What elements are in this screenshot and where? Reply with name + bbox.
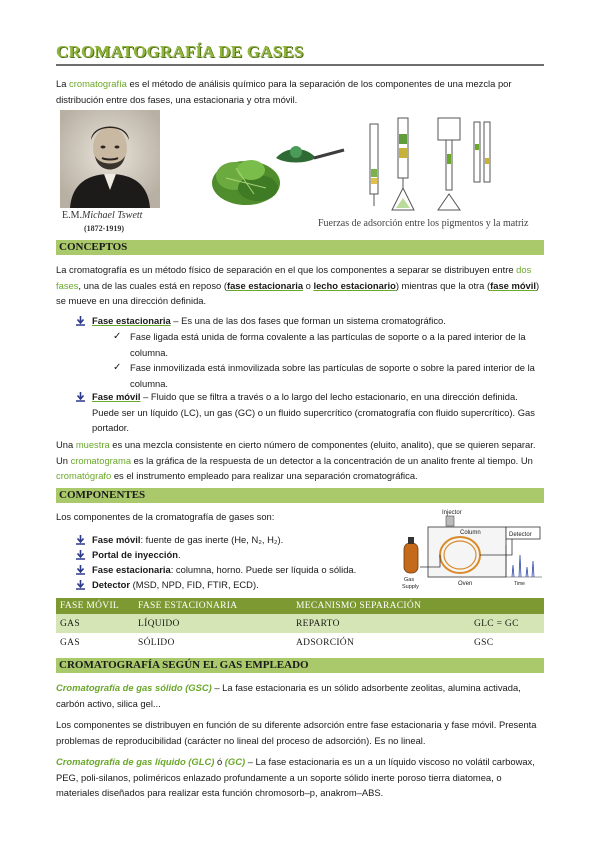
table-cell: GAS xyxy=(56,633,134,652)
section-header-componentes: COMPONENTES xyxy=(56,488,544,503)
intro-figure xyxy=(56,110,544,238)
chromatography-column-image xyxy=(368,114,498,214)
tswett-portrait-image xyxy=(60,110,160,208)
table-cell: ADSORCIÓN xyxy=(292,633,470,652)
table-row xyxy=(56,614,544,633)
intro-text: La xyxy=(56,78,70,89)
gsc-paragraph: Cromatografía de gas sólido (GSC) – La fase estacionaria es un sólido adsorbente zeolitas, alumina activada, carbón activo, silica gel... xyxy=(56,682,521,709)
arrow-bullet-icon xyxy=(75,564,86,575)
section-header-segun-gas: CROMATOGRAFÍA SEGÚN EL GAS EMPLEADO xyxy=(56,658,544,673)
intro-term: cromatografía xyxy=(69,78,127,89)
table-cell: SÓLIDO xyxy=(134,633,292,652)
document-page: CROMATOGRAFÍA DE GASES La cromatografía es el método de análisis químico para la separación de los componentes de una mezcla por distribución entre dos fases, una estacionaria y otra móvil. E.M.Michael Tswett (1872-1919) Fuerzas de adsorción entre los pigmentos y la matriz CONCEPTOS La cromatografía es un método físico de separación en el que los componentes a separar se distribuyen entre dos fases, una de las cuales está en reposo (fase estacionaria o lecho estacionario) mientras que la otra (fase móvil) se mueve en una dirección definida. Fase estacionaria – Es una de las dos fases que forman un sistema cromatográfico. ✓ Fase ligada está unida de forma covalente a las partículas de soporte o a la pared interior de la columna. ✓ Fase inmovilizada está inmovilizada sobre las partículas de soporte o sobre la pared interior de la columna. Fase móvil – Fluido que se filtra a través o a lo largo del lecho estacionario, en una dirección definida. Puede ser un líquido (LC), un gas (GC) o un fluido supercrítico (cromatografía con fluido supercrítico). Gas portador. Una muestra es una mezcla consistente en cierto número de componentes (eluito, analito), que se quieren separar. Un cromatograma es la gráfica de la respuesta de un detector a la concentración de un analito frente al tiempo. Un cromatógrafo es el instrumento empleado para realizar una separación cromatográfica. COMPONENTES Los componentes de la cromatografía de gases son: Fase móvil: fuente de gas inerte (He, N₂, H₂). Portal de inyección. Fase estacionaria: columna, horno. Puede ser líquida o sólida. Detector (MSD, NPD, FID, FTIR, ECD). Injector Column Oven Detector Time Gas Supply FASE MÓVIL FASE ESTACIONARIA MECANISMO SEPARACIÓN GAS LÍQUIDO REPARTO GLC = GC GAS SÓLIDO ADSORCIÓN GSC CROMATOGRAFÍA SEGÚN EL GAS EMPLEADO Cromatografía de gas sólido (GSC) – La fase estacionaria es un sólido adsorbente zeolitas, alumina activada, carbón activo, silica gel... Los componentes se distribuyen en función de su diferente adsorción entre fase estacionaria y fase móvil. Presenta problemas de reproducibilidad (carácter no lineal del proceso de adsorción). Es no lineal. Cromatografía de gas líquido (GLC) ó (GC) – La fase estacionaria es un a un líquido viscoso no volátil carbowax, PEG, poli-silanos, poliméricos enlazado profundamente a un soporte sólido inerte poroso tierra diatomea, o materiales diseñados para realizar esta función chromosorb–p, anakrom–ABS. xyxy=(0,0,599,848)
table-cell: LÍQUIDO xyxy=(134,614,292,633)
adsorption-caption: Fuerzas de adsorción entre los pigmentos y la matriz xyxy=(318,218,529,229)
table-cell: GLC = GC xyxy=(470,614,544,633)
intro-paragraph xyxy=(56,76,544,107)
componentes-intro: Los componentes de la cromatografía de gases son: xyxy=(56,511,275,522)
table-header-cell: FASE ESTACIONARIA xyxy=(134,598,292,614)
gas-chromatograph-diagram xyxy=(398,505,544,595)
section-header-conceptos: CONCEPTOS xyxy=(56,240,544,255)
table-header-row xyxy=(56,598,544,614)
intro-text-rest: es el método de análisis químico para la separación de los componentes de una mezcla por distribución entre dos fases, una estacionaria y otra móvil. xyxy=(56,78,512,105)
diagram-label-gas: Gas xyxy=(404,577,415,583)
conceptos-paragraph: La cromatografía es un método físico de separación en el que los componentes a separar se distribuyen entre dos fases, una de las cuales está en reposo (fase estacionaria o lecho estacionario) mientras que la otra (fase móvil) se mueve en una dirección definida. xyxy=(56,264,540,306)
portrait-years: (1872-1919) xyxy=(84,224,124,233)
arrow-bullet-icon xyxy=(75,534,86,545)
table-cell: GAS xyxy=(56,614,134,633)
phases-table xyxy=(56,598,544,652)
diagram-label-supply: Supply xyxy=(402,584,419,590)
spinach-leaves-image xyxy=(206,138,346,208)
checkmark-icon: ✓ xyxy=(113,362,122,373)
table-cell: GSC xyxy=(470,633,544,652)
arrow-bullet-icon xyxy=(75,579,86,590)
title-divider xyxy=(56,64,544,66)
table-header-cell: FASE MÓVIL xyxy=(56,598,134,614)
diagram-label-oven: Oven xyxy=(458,581,473,587)
diagram-label-column: Column xyxy=(460,530,481,536)
glc-paragraph: Cromatografía de gas líquido (GLC) ó (GC) – La fase estacionaria es un a un líquido viscoso no volátil carbowax, PEG, poli-silanos, poliméricos enlazado profundamente a un soporte sólido inerte poroso tierra diatomea, o materiales diseñados para realizar esta función chromosorb–p, anakrom–ABS. xyxy=(56,756,535,798)
arrow-bullet-icon xyxy=(75,549,86,560)
checkmark-icon: ✓ xyxy=(113,331,122,342)
arrow-bullet-icon xyxy=(75,391,86,402)
arrow-bullet-icon xyxy=(75,315,86,326)
table-cell: REPARTO xyxy=(292,614,470,633)
page-title: CROMATOGRAFÍA DE GASES xyxy=(56,42,304,61)
definitions-paragraph: Una muestra es una mezcla consistente en cierto número de componentes (eluito, analito), que se quieren separar. Un cromatograma es la gráfica de la respuesta de un detector a la concentración de un analito frente al tiempo. Un cromatógrafo es el instrumento empleado para realizar una separación cromatográfica. xyxy=(56,439,536,481)
portrait-caption: E.M.Michael Tswett xyxy=(62,210,143,221)
table-header-cell xyxy=(470,598,544,614)
diagram-label-time: Time xyxy=(514,581,525,587)
diagram-label-detector: Detector xyxy=(509,532,532,538)
diagram-label-injector: Injector xyxy=(442,510,462,516)
table-header-cell: MECANISMO SEPARACIÓN xyxy=(292,598,470,614)
gsc-details-paragraph: Los componentes se distribuyen en función de su diferente adsorción entre fase estacionaria y fase móvil. Presenta problemas de reproducibilidad (carácter no lineal del proceso de adsorción). Es no lineal. xyxy=(56,719,537,746)
table-row xyxy=(56,633,544,652)
